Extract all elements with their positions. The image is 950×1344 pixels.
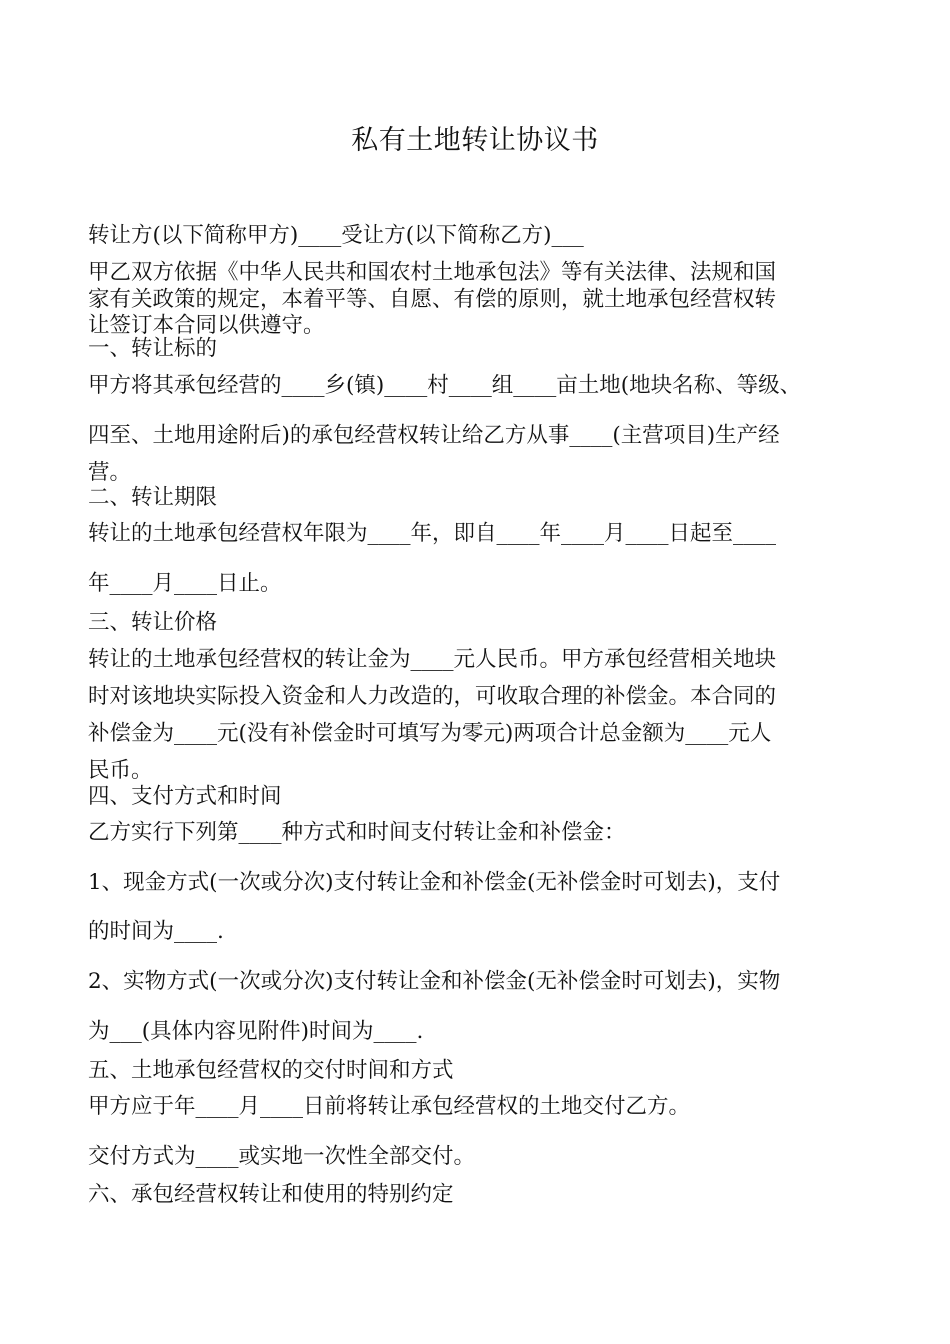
text-line-parties: 转让方(以下简称甲方)____受让方(以下简称乙方)___ — [88, 223, 584, 248]
text-line-section3-1: 转让的土地承包经营权的转让金为____元人民币。甲方承包经营相关地块 — [88, 647, 777, 672]
text-line-section4-2: 1、现金方式(一次或分次)支付转让金和补偿金(无补偿金时可划去)，支付 — [88, 870, 781, 895]
section-heading-2: 二、转让期限 — [88, 485, 218, 510]
section-heading-5: 五、土地承包经营权的交付时间和方式 — [88, 1058, 454, 1083]
text-line-section4-1: 乙方实行下列第____种方式和时间支付转让金和补偿金： — [88, 820, 626, 845]
section-heading-3: 三、转让价格 — [88, 610, 218, 635]
text-line-section3-3: 补偿金为____元(没有补偿金时可填写为零元)两项合计总金额为____元人 — [88, 721, 772, 746]
text-line-section1-2: 四至、土地用途附后)的承包经营权转让给乙方从事____(主营项目)生产经 — [88, 423, 780, 448]
text-line-section3-2: 时对该地块实际投入资金和人力改造的，可收取合理的补偿金。本合同的 — [88, 684, 777, 709]
section-heading-4: 四、支付方式和时间 — [88, 784, 282, 809]
text-line-section5-2: 交付方式为____或实地一次性全部交付。 — [88, 1144, 476, 1169]
text-line-section4-4: 2、实物方式(一次或分次)支付转让金和补偿金(无补偿金时可划去)，实物 — [88, 969, 781, 994]
text-line-preamble-2: 家有关政策的规定，本着平等、自愿、有偿的原则，就土地承包经营权转 — [88, 287, 777, 312]
section-heading-1: 一、转让标的 — [88, 336, 218, 361]
text-line-section1-3: 营。 — [88, 460, 132, 485]
text-line-section3-4: 民币。 — [88, 758, 153, 783]
section-heading-6: 六、承包经营权转让和使用的特别约定 — [88, 1182, 454, 1207]
text-line-section5-1: 甲方应于年____月____日前将转让承包经营权的土地交付乙方。 — [88, 1094, 691, 1119]
text-line-preamble-1: 甲乙双方依据《中华人民共和国农村土地承包法》等有关法律、法规和国 — [88, 260, 777, 285]
text-line-section2-1: 转让的土地承包经营权年限为____年，即自____年____月____日起至____ — [88, 521, 777, 546]
text-line-section1-1: 甲方将其承包经营的____乡(镇)____村____组____亩土地(地块名称、等级、 — [88, 373, 802, 398]
text-line-preamble-3: 让签订本合同以供遵守。 — [88, 313, 325, 338]
text-line-section4-3: 的时间为____. — [88, 919, 224, 944]
document-title: 私有土地转让协议书 — [351, 125, 599, 156]
text-line-section4-5: 为___(具体内容见附件)时间为____. — [88, 1019, 424, 1044]
text-line-section2-2: 年____月____日止。 — [88, 571, 282, 596]
